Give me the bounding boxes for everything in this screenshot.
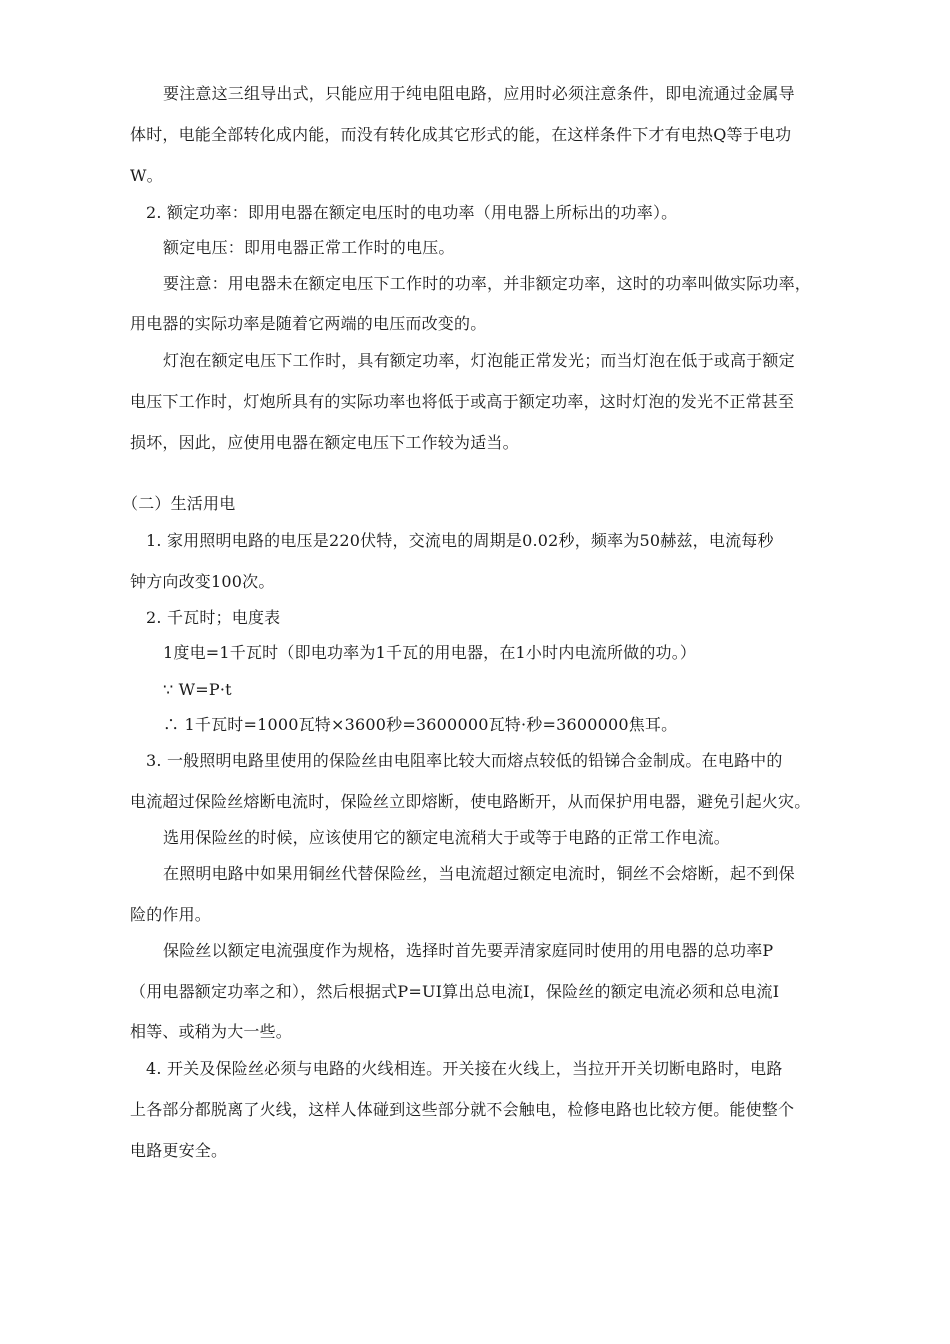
text-line: W。 bbox=[130, 166, 163, 185]
formula-line: ∴ 1千瓦时=1000瓦特×3600秒=3600000瓦特·秒=3600000焦耳。 bbox=[163, 715, 678, 734]
text-line: 上各部分都脱离了火线，这样人体碰到这些部分就不会触电，检修电路也比较方便。能使整个 bbox=[130, 1100, 795, 1119]
text-line: 损坏，因此，应使用电器在额定电压下工作较为适当。 bbox=[130, 433, 519, 452]
text-line: 1. 家用照明电路的电压是220伏特，交流电的周期是0.02秒，频率为50赫兹，电流每秒 bbox=[146, 531, 774, 550]
text-line: 2. 额定功率：即用电器在额定电压时的电功率（用电器上所标出的功率）。 bbox=[146, 203, 678, 222]
text-line: 2. 千瓦时；电度表 bbox=[146, 608, 281, 627]
text-line: 电压下工作时，灯炮所具有的实际功率也将低于或高于额定功率，这时灯泡的发光不正常甚至 bbox=[130, 392, 795, 411]
text-line: 1度电=1千瓦时（即电功率为1千瓦的用电器，在1小时内电流所做的功。） bbox=[163, 643, 697, 662]
formula-line: ∵ W=P·t bbox=[163, 680, 232, 699]
text-line: 选用保险丝的时候，应该使用它的额定电流稍大于或等于电路的正常工作电流。 bbox=[163, 828, 731, 847]
text-line: （用电器额定功率之和），然后根据式P=UI算出总电流I，保险丝的额定电流必须和总电流I bbox=[130, 982, 780, 1001]
text-line: 要注意：用电器未在额定电压下工作时的功率，并非额定功率，这时的功率叫做实际功率， bbox=[163, 274, 812, 293]
section-heading: （二）生活用电 bbox=[122, 494, 236, 513]
text-line: 体时，电能全部转化成内能，而没有转化成其它形式的能，在这样条件下才有电热Q等于电功 bbox=[130, 125, 792, 144]
text-line: 险的作用。 bbox=[130, 905, 212, 924]
text-line: 要注意这三组导出式，只能应用于纯电阻电路，应用时必须注意条件，即电流通过金属导 bbox=[163, 84, 795, 103]
text-line: 3. 一般照明电路里使用的保险丝由电阻率比较大而熔点较低的铅锑合金制成。在电路中的 bbox=[146, 751, 783, 770]
text-line: 电流超过保险丝熔断电流时，保险丝立即熔断，使电路断开，从而保护用电器，避免引起火灾。 bbox=[130, 792, 811, 811]
text-line: 电路更安全。 bbox=[130, 1141, 228, 1160]
text-line: 4. 开关及保险丝必须与电路的火线相连。开关接在火线上，当拉开开关切断电路时，电路 bbox=[146, 1059, 783, 1078]
text-line: 在照明电路中如果用铜丝代替保险丝，当电流超过额定电流时，铜丝不会熔断，起不到保 bbox=[163, 864, 795, 883]
text-line: 用电器的实际功率是随着它两端的电压而改变的。 bbox=[130, 314, 487, 333]
text-line: 保险丝以额定电流强度作为规格，选择时首先要弄清家庭同时使用的用电器的总功率P bbox=[163, 941, 774, 960]
text-line: 钟方向改变100次。 bbox=[130, 572, 275, 591]
text-line: 灯泡在额定电压下工作时，具有额定功率，灯泡能正常发光；而当灯泡在低于或高于额定 bbox=[163, 351, 795, 370]
text-line: 额定电压：即用电器正常工作时的电压。 bbox=[163, 238, 455, 257]
text-line: 相等、或稍为大一些。 bbox=[130, 1022, 293, 1041]
